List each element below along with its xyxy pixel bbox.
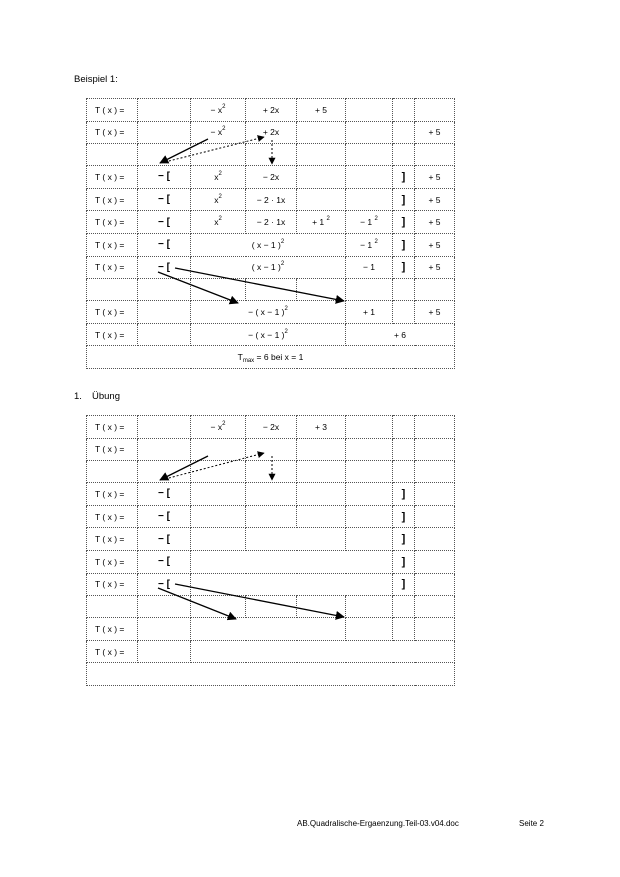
close-bracket: ] [393,256,415,279]
close-bracket: ] [393,188,415,211]
open-bracket: − [ [138,211,191,234]
term-cell: + 2x [246,121,297,144]
open-bracket: − [ [138,256,191,279]
term-cell: $x^2$ [191,211,246,234]
term-cell: − 2 · 1x [246,211,297,234]
term-cell: − $x^2$ [191,416,246,439]
open-bracket: − [ [138,483,191,506]
close-bracket: ] [393,505,415,528]
open-bracket: − [ [138,188,191,211]
term-label: T ( x ) = [87,505,138,528]
term-cell: − $x^2$ [191,121,246,144]
table-row [87,663,455,686]
term-cell: + 5 [415,301,455,324]
term-label: T ( x ) = [87,323,138,346]
table-row [87,121,455,144]
open-bracket: − [ [138,233,191,256]
term-label: T ( x ) = [87,233,138,256]
table-row [87,99,455,122]
term-cell: + 5 [415,166,455,189]
term-label: T ( x ) = [87,188,138,211]
term-label: T ( x ) = [87,438,138,461]
table-row [87,596,455,618]
table-row [87,301,455,324]
term-cell: − 1 $^2$ [346,233,393,256]
exercise-table [86,415,455,686]
binomial-cell: ( x − 1 )$^2$ [191,233,346,256]
term-cell: − 2x [246,166,297,189]
term-label: T ( x ) = [87,99,138,122]
term-label: T ( x ) = [87,256,138,279]
term-cell: + 5 [297,99,346,122]
example-heading: Beispiel 1: [74,74,118,85]
footer-page-number: Seite 2 [519,819,544,828]
term-label: T ( x ) = [87,528,138,551]
table-row [87,550,455,573]
table-row [87,573,455,596]
binomial-cell: − ( x − 1 )$^2$ [191,323,346,346]
term-label: T ( x ) = [87,550,138,573]
term-cell: − 1 $^2$ [346,211,393,234]
term-label: T ( x ) = [87,211,138,234]
binomial-cell: − ( x − 1 )$^2$ [191,301,346,324]
term-cell: + 2x [246,99,297,122]
term-cell: − 2 · 1x [246,188,297,211]
term-label: T ( x ) = [87,166,138,189]
table-row [87,528,455,551]
term-cell: + 5 [415,188,455,211]
example-table [86,98,455,369]
binomial-cell: ( x − 1 )$^2$ [191,256,346,279]
open-bracket: − [ [138,573,191,596]
term-cell: + 5 [415,256,455,279]
footer-filename: AB.Quadralische-Ergaenzung.Teil-03.v04.doc [297,819,459,828]
term-label: T ( x ) = [87,483,138,506]
term-cell: + 1 $^2$ [297,211,346,234]
term-cell: + 5 [415,233,455,256]
term-label: T ( x ) = [87,618,138,641]
term-label: T ( x ) = [87,416,138,439]
table-row [87,505,455,528]
close-bracket: ] [393,528,415,551]
term-cell: + 3 [297,416,346,439]
table-row [87,166,455,189]
close-bracket: ] [393,483,415,506]
table-row [87,233,455,256]
term-label: T ( x ) = [87,301,138,324]
term-cell: + 1 [346,301,393,324]
table-row [87,618,455,641]
term-cell: − $x^2$ [191,99,246,122]
term-label: T ( x ) = [87,121,138,144]
close-bracket: ] [393,573,415,596]
table-row [87,323,455,346]
table-row [87,346,455,369]
table-row [87,483,455,506]
term-cell: + 6 [346,323,455,346]
result-cell: $T_{max} = 6$ bei x = 1 [87,346,455,369]
term-label: T ( x ) = [87,640,138,663]
exercise-heading: Übung [92,391,120,402]
term-cell: + 5 [415,211,455,234]
close-bracket: ] [393,550,415,573]
open-bracket: − [ [138,166,191,189]
term-cell: $x^2$ [191,188,246,211]
term-cell: − 1 [346,256,393,279]
table-row [87,640,455,663]
table-row [87,416,455,439]
close-bracket: ] [393,166,415,189]
close-bracket: ] [393,233,415,256]
table-row [87,211,455,234]
table-row [87,461,455,483]
table-row [87,256,455,279]
exercise-number: 1. [74,391,82,402]
close-bracket: ] [393,211,415,234]
open-bracket: − [ [138,505,191,528]
table-row [87,279,455,301]
table-row [87,188,455,211]
table-row [87,438,455,461]
term-label: T ( x ) = [87,573,138,596]
open-bracket: − [ [138,528,191,551]
term-cell: − 2x [246,416,297,439]
open-bracket: − [ [138,550,191,573]
table-row [87,144,455,166]
term-cell: $x^2$ [191,166,246,189]
term-cell: + 5 [415,121,455,144]
